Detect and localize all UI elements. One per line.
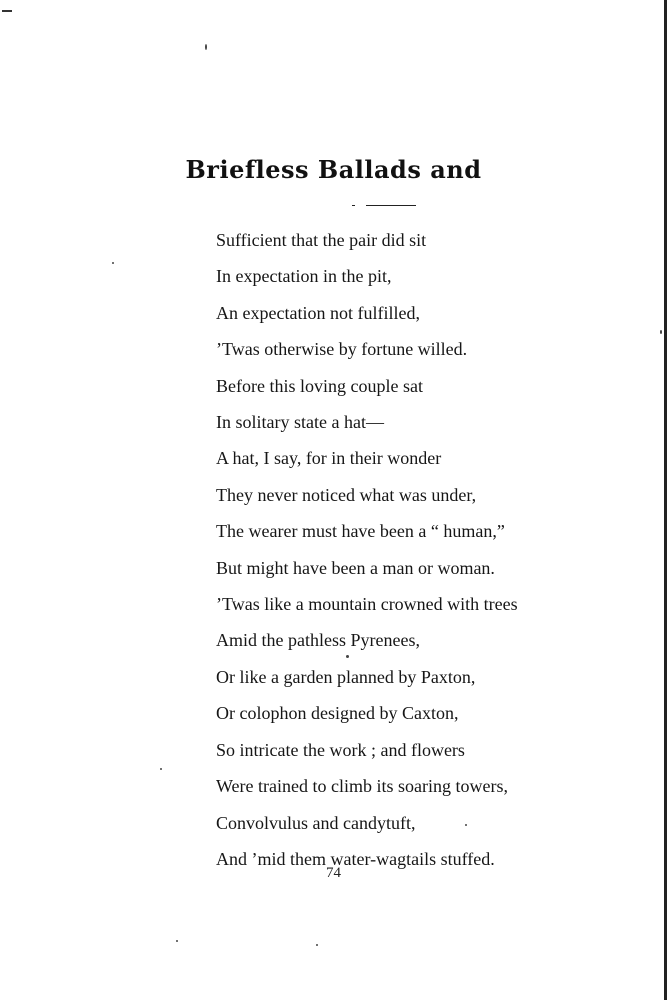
- verse-line: In expectation in the pit,: [216, 266, 392, 287]
- ornamental-rule-dot: [352, 205, 355, 206]
- verse-line: Sufficient that the pair did sit: [216, 230, 427, 250]
- verse-line: But might have been a man or woman.: [216, 557, 495, 578]
- verse-line: The wearer must have been a “ human,”: [216, 521, 505, 542]
- scan-speck: [112, 262, 114, 264]
- scan-speck: [660, 330, 662, 334]
- verse-line: Or colophon designed by Caxton,: [216, 703, 459, 724]
- running-head: Briefless Ballads and: [185, 155, 482, 184]
- verse-line: They never noticed what was under,: [216, 484, 477, 505]
- scan-speck: [316, 944, 318, 946]
- ornamental-rule: [366, 205, 416, 206]
- verse-line: ’Twas like a mountain crowned with trees: [216, 594, 518, 615]
- verse-line: And ’mid them water-wagtails stuffed.: [216, 848, 495, 869]
- scan-corner-mark: [2, 10, 12, 12]
- verse-line: Before this loving couple sat: [216, 375, 423, 396]
- verse-line: In solitary state a hat—: [216, 412, 384, 433]
- verse-line: ’Twas otherwise by fortune willed.: [216, 339, 468, 360]
- scan-speck: [160, 768, 162, 770]
- verse-line: A hat, I say, for in their wonder: [216, 448, 442, 469]
- verse-line: So intricate the work ; and flowers: [216, 739, 465, 760]
- verse-line: Amid the pathless Pyrenees,: [216, 630, 420, 651]
- verse-line: Or like a garden planned by Paxton,: [216, 666, 476, 687]
- page-number: 74: [326, 865, 341, 881]
- scan-speck: [205, 44, 207, 50]
- verse-line: An expectation not fulfilled,: [216, 302, 420, 323]
- poem-verse: [216, 222, 518, 877]
- verse-line: Convolvulus and candytuft,: [216, 812, 416, 833]
- scan-speck: [176, 940, 178, 942]
- verse-line: Were trained to climb its soaring towers,: [216, 776, 508, 797]
